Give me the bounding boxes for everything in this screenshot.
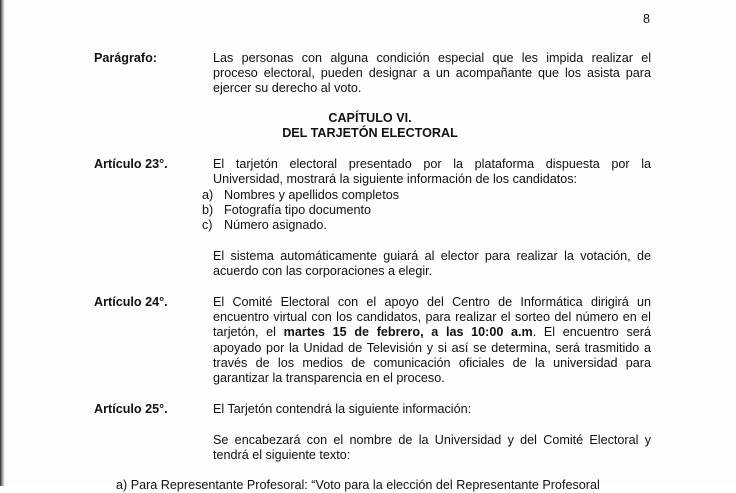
chapter-subtitle: DEL TARJETÓN ELECTORAL (282, 126, 458, 140)
paragrafo-label: Parágrafo: (94, 51, 157, 65)
articulo-25-header: Se encabezará con el nombre de la Universidad y del Comité Electoral y tendrá el siguiente texto: (213, 433, 651, 463)
articulo-23-label: Artículo 23°. (94, 157, 168, 171)
articulo-24-date: martes 15 de febrero, a las 10:00 a.m (283, 325, 533, 340)
paragrafo-text: Las personas con alguna condición especial que les impida realizar el proceso electoral, pueden designar a un acompañante que los asista para ejercer su derecho al voto. (213, 51, 651, 96)
articulo-25-item-a: a) Para Representante Profesoral: “Voto para la elección del Representante Profesoral (116, 478, 600, 492)
chapter-title: CAPÍTULO VI. (328, 111, 412, 125)
articulo-24-label: Artículo 24°. (94, 295, 168, 309)
list-item: b) Fotografía tipo documento (202, 203, 372, 218)
page-number: 8 (643, 12, 651, 26)
list-item: a) Nombres y apellidos completos (202, 188, 399, 202)
articulo-24-text: El Comité Electoral con el apoyo del Centro de Informática dirigirá un encuentro virtual con los candidatos, para realizar el sorteo del número en el tarjetón, el martes 15 de febrero, a las 10:00 a.m. El encuentro será apoyado por la Unidad de Televisión y si así se determina, será trasmitido a través de los medios de comunicación oficiales de la universidad para garantizar la transparencia en el proceso. (213, 295, 651, 386)
articulo-25-intro: El Tarjetón contendrá la siguiente información: (213, 402, 472, 416)
articulo-23-closing: El sistema automáticamente guiará al elector para realizar la votación, de acuerdo con las corporaciones a elegir. (213, 249, 651, 279)
list-item: c) Número asignado. (202, 218, 327, 233)
articulo-25-label: Artículo 25°. (94, 402, 168, 416)
articulo-23-intro: El tarjetón electoral presentado por la plataforma dispuesta por la Universidad, mostrará la siguiente información de los candidatos: (213, 157, 651, 187)
articulo-23-list (202, 188, 399, 234)
page-edge-shadow (0, 0, 5, 486)
